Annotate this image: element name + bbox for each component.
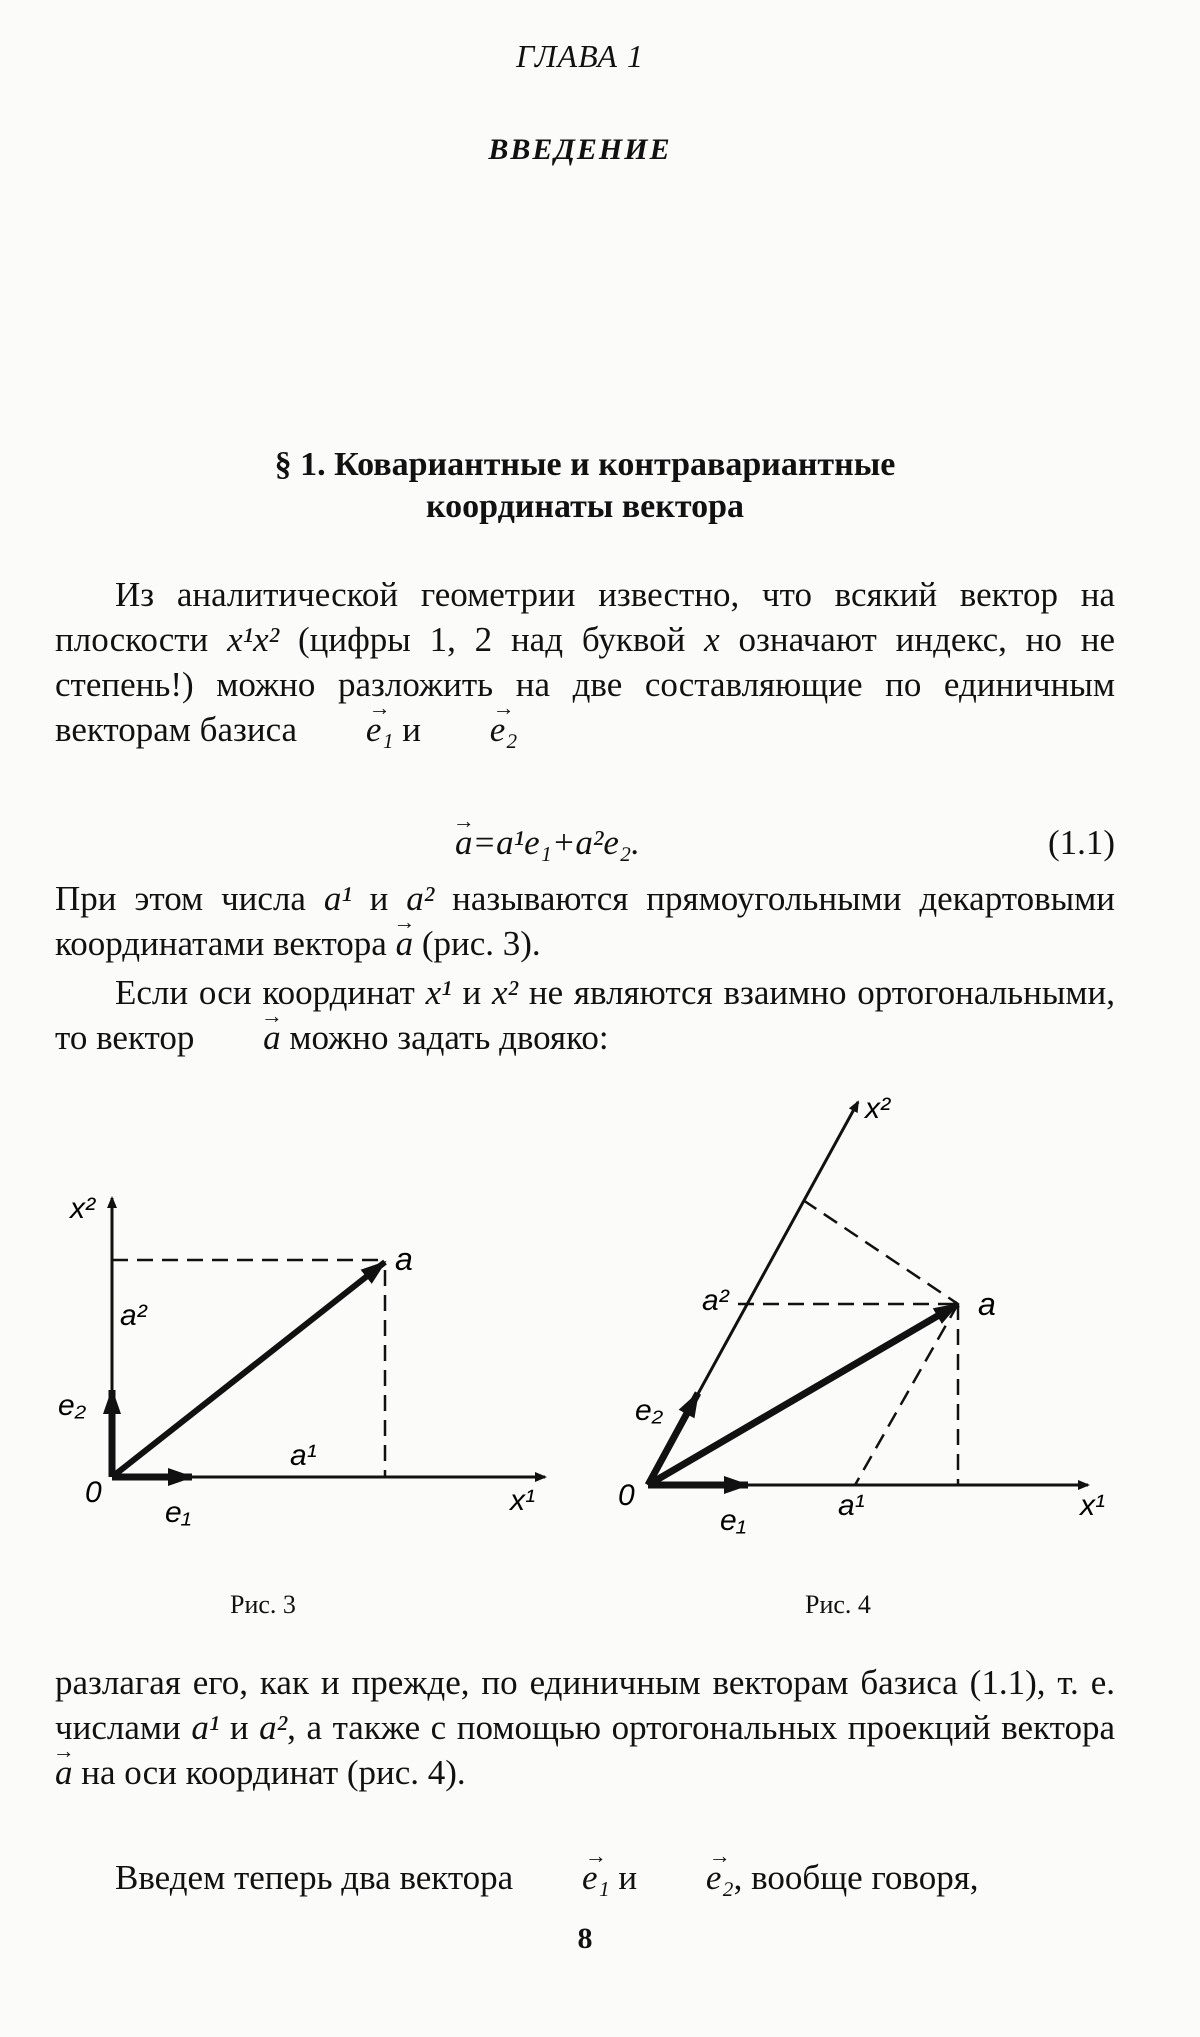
figure-4-caption: Рис. 4 (805, 1590, 871, 1619)
x1-symbol: x¹ (425, 973, 452, 1012)
fig4-label-x1: x¹ (1080, 1489, 1105, 1522)
vector-a: → a (396, 921, 414, 966)
formula-rhs: =a¹e₁+a²e₂. (472, 823, 640, 862)
a2-symbol: a² (259, 1708, 288, 1747)
formula-lhs: → a (455, 820, 473, 865)
para2-text3: (рис. 3). (413, 924, 541, 963)
fig3-label-x1: x¹ (510, 1484, 535, 1517)
formula-1-1 (55, 820, 1115, 865)
fig4-label-a2: a² (702, 1284, 729, 1317)
formula-expression (455, 820, 640, 865)
fig3-label-x2: x² (70, 1192, 95, 1225)
para4-text2: , а также с помощью ортогональных проекций вектора (287, 1708, 1115, 1747)
para4-text1: разлагая его, как и прежде, по единичным векторам базиса (1.1), т. е. числами (55, 1663, 1115, 1747)
fig4-dash-perp-x2 (803, 1200, 958, 1304)
figure-3-caption: Рис. 3 (230, 1590, 296, 1619)
para2-text1: При этом числа (55, 879, 324, 918)
para1-intro: Из аналитической геометрии известно, что всякий вектор на плоскости (55, 575, 1115, 659)
x2-symbol: x² (492, 973, 519, 1012)
page-number: 8 (577, 1922, 593, 1955)
para5-text2: , вообще говоря, (733, 1858, 979, 1897)
paragraph-intro (55, 572, 1115, 752)
vector-e1: → e₁ (522, 1855, 610, 1900)
fig4-label-e2: e₂ (635, 1394, 664, 1427)
para3-text1: Если оси координат (115, 973, 426, 1012)
fig3-label-a: a (395, 1241, 413, 1277)
chapter-title: ВВЕДЕНИЕ (488, 133, 672, 166)
section-title (150, 444, 1020, 528)
para1-rest: означают индекс, но не степень!) можно разложить на две составляющие по единичным векторам базиса (55, 620, 1115, 749)
para2-text2: называются прямоугольными декартовыми координатами вектора (55, 879, 1115, 963)
figure-3-diagram (40, 1090, 580, 1550)
vector-a: → a (55, 1750, 73, 1795)
fig3-vector-a (112, 1262, 385, 1477)
a2-symbol: a² (406, 879, 435, 918)
section-title-line2: координаты вектора (425, 488, 745, 525)
vector-e2: → e₂ (430, 707, 518, 752)
fig3-label-a2: a² (120, 1299, 147, 1332)
fig3-label-a1: a¹ (290, 1439, 317, 1472)
x-symbol: x (704, 620, 720, 659)
para5-and: и (609, 1858, 646, 1897)
fig4-label-x2: x² (865, 1092, 890, 1125)
chapter-heading: ГЛАВА 1 (516, 38, 644, 74)
a1-symbol: a¹ (191, 1708, 220, 1747)
vector-e1: → e₁ (306, 707, 394, 752)
para2-and: и (351, 879, 407, 918)
paragraph-oblique (55, 970, 1115, 1060)
para4-and: и (219, 1708, 260, 1747)
paragraph-basis-vectors (55, 1855, 1115, 1900)
para3-text2: не являются взаимно ортогональными, то вектор (55, 973, 1116, 1057)
formula-number: (1.1) (1047, 823, 1115, 862)
paragraph-cartesian (55, 876, 1115, 966)
fig3-label-origin: 0 (85, 1476, 102, 1509)
vector-e2: → e₂ (646, 1855, 734, 1900)
paragraph-decomposition (55, 1660, 1115, 1795)
para3-and: и (451, 973, 492, 1012)
fig4-label-a: a (978, 1286, 996, 1322)
para1-and: и (393, 710, 430, 749)
fig3-label-e2: e₂ (58, 1389, 87, 1422)
para1-middle: (цифры 1, 2 над буквой (279, 620, 705, 659)
section-title-line1: § 1. Ковариантные и контравариантные (274, 446, 896, 483)
para5-text1: Введем теперь два вектора (115, 1858, 522, 1897)
fig4-label-a1: a¹ (838, 1489, 865, 1522)
fig4-label-origin: 0 (618, 1479, 635, 1512)
fig3-label-e1: e₁ (165, 1496, 192, 1529)
para3-text3: можно задать двояко: (280, 1018, 609, 1057)
figure-4-diagram (610, 1090, 1130, 1550)
vector-a: → a (203, 1015, 281, 1060)
fig4-label-e1: e₁ (720, 1504, 747, 1537)
plane-symbol: x¹x² (227, 620, 280, 659)
a1-symbol: a¹ (323, 879, 352, 918)
para4-text3: на оси координат (рис. 4). (72, 1753, 466, 1792)
